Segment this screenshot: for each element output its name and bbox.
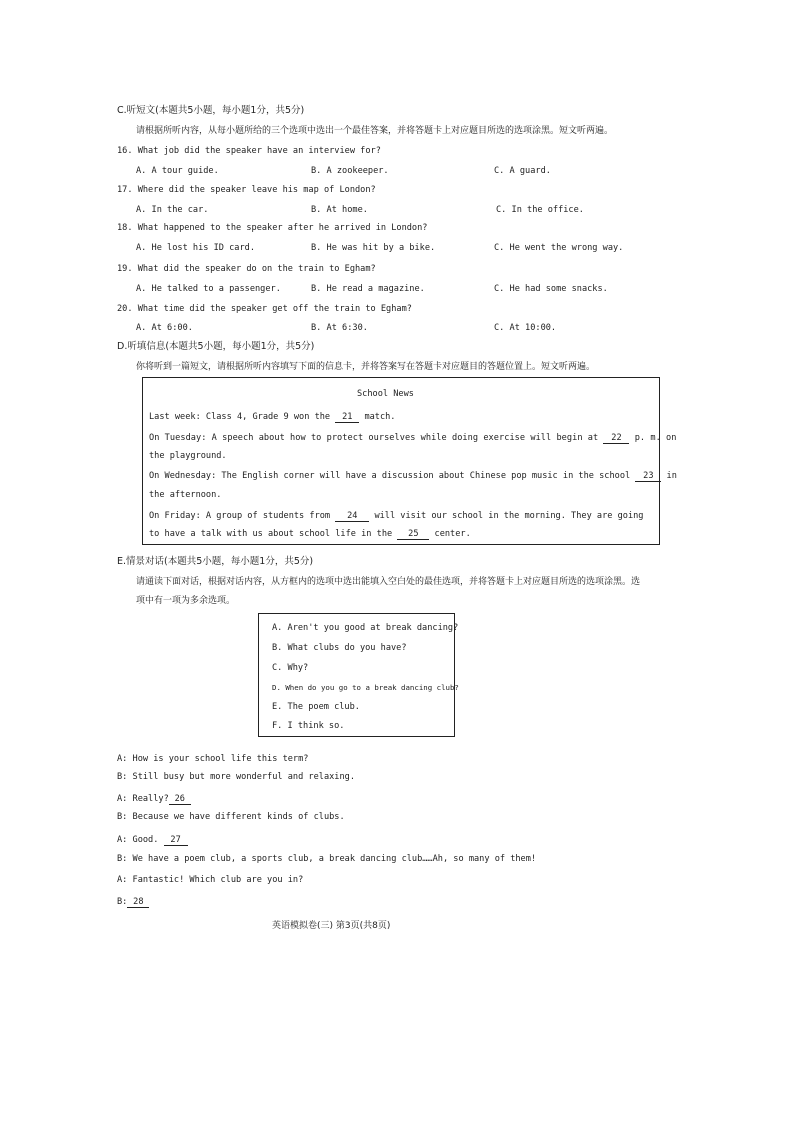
news-line-2: On Tuesday: A speech about how to protect ourselves while doing exercise will begin at 22 p. m. on (149, 433, 677, 443)
section-e-instruction-2: 项中有一项为多余选项。 (136, 596, 236, 606)
q17-option-a: A. In the car. (136, 205, 209, 215)
school-news-title: School News (357, 389, 414, 399)
news-line-7: to have a talk with us about school life in the 25 center. (149, 529, 471, 539)
question-18: 18. What happened to the speaker after he arrived in London? (117, 223, 428, 233)
question-16: 16. What job did the speaker have an interview for? (117, 146, 381, 156)
dialogue-line-4: B: Because we have different kinds of clubs. (117, 812, 345, 822)
news-line-3: the playground. (149, 451, 227, 461)
news-line-1: Last week: Class 4, Grade 9 won the 21 match. (149, 412, 396, 422)
option-d: D. When do you go to a break dancing club? (272, 683, 459, 692)
q16-option-b: B. A zookeeper. (311, 166, 389, 176)
section-d-heading: D.听填信息(本题共5小题，每小题1分，共5分) (117, 341, 315, 352)
blank-26: 26 (169, 794, 191, 805)
blank-23: 23 (635, 471, 661, 482)
option-c: C. Why? (272, 663, 309, 673)
q19-option-a: A. He talked to a passenger. (136, 284, 281, 294)
page-footer: 英语模拟卷(三) 第3页(共8页) (272, 921, 391, 931)
blank-21: 21 (335, 412, 359, 423)
q18-option-c: C. He went the wrong way. (494, 243, 624, 253)
blank-28: 28 (127, 897, 149, 908)
news-line-6: On Friday: A group of students from 24 will visit our school in the morning. They are going (149, 511, 644, 521)
dialogue-line-6: B: We have a poem club, a sports club, a break dancing club……Ah, so many of them! (117, 854, 537, 864)
section-e-instruction-1: 请通读下面对话，根据对话内容，从方框内的选项中选出能填入空白处的最佳选项，并将答题卡上对应题目所选的选项涂黑。选 (136, 577, 641, 587)
q16-option-c: C. A guard. (494, 166, 551, 176)
q19-option-c: C. He had some snacks. (494, 284, 608, 294)
dialogue-line-2: B: Still busy but more wonderful and relaxing. (117, 772, 355, 782)
blank-25: 25 (397, 529, 429, 540)
q17-option-c: C. In the office. (496, 205, 584, 215)
dialogue-line-1: A: How is your school life this term? (117, 754, 309, 764)
option-a: A. Aren't you good at break dancing? (272, 623, 459, 633)
section-d-instruction: 你将听到一篇短文，请根据所听内容填写下面的信息卡，并将答案写在答题卡对应题目的答题位置上。短文听两遍。 (136, 362, 596, 372)
news-line-4: On Wednesday: The English corner will have a discussion about Chinese pop music in the school 23 in (149, 471, 677, 481)
option-f: F. I think so. (272, 721, 345, 731)
news-line-5: the afternoon. (149, 490, 222, 500)
question-20: 20. What time did the speaker get off the train to Egham? (117, 304, 412, 314)
blank-22: 22 (603, 433, 629, 444)
q18-option-b: B. He was hit by a bike. (311, 243, 436, 253)
question-17: 17. Where did the speaker leave his map of London? (117, 185, 376, 195)
q20-option-a: A. At 6:00. (136, 323, 193, 333)
section-e-heading: E.情景对话(本题共5小题，每小题1分，共5分) (117, 556, 314, 567)
dialogue-line-5: A: Good. 27 (117, 834, 188, 846)
q20-option-c: C. At 10:00. (494, 323, 557, 333)
q17-option-b: B. At home. (311, 205, 368, 215)
q20-option-b: B. At 6:30. (311, 323, 368, 333)
blank-27: 27 (164, 835, 188, 846)
dialogue-line-8: B: 28 (117, 896, 149, 908)
option-e: E. The poem club. (272, 702, 360, 712)
option-b: B. What clubs do you have? (272, 643, 407, 653)
dialogue-line-7: A: Fantastic! Which club are you in? (117, 875, 304, 885)
blank-24: 24 (335, 511, 369, 522)
q16-option-a: A. A tour guide. (136, 166, 219, 176)
section-c-instruction: 请根据所听内容，从每小题所给的三个选项中选出一个最佳答案，并将答题卡上对应题目所选的选项涂黑。短文听两遍。 (136, 126, 614, 136)
q18-option-a: A. He lost his ID card. (136, 243, 255, 253)
question-19: 19. What did the speaker do on the train to Egham? (117, 264, 376, 274)
q19-option-b: B. He read a magazine. (311, 284, 425, 294)
section-c-heading: C.听短文(本题共5小题，每小题1分，共5分) (117, 105, 305, 116)
dialogue-line-3: A: Really? 26 (117, 793, 191, 805)
